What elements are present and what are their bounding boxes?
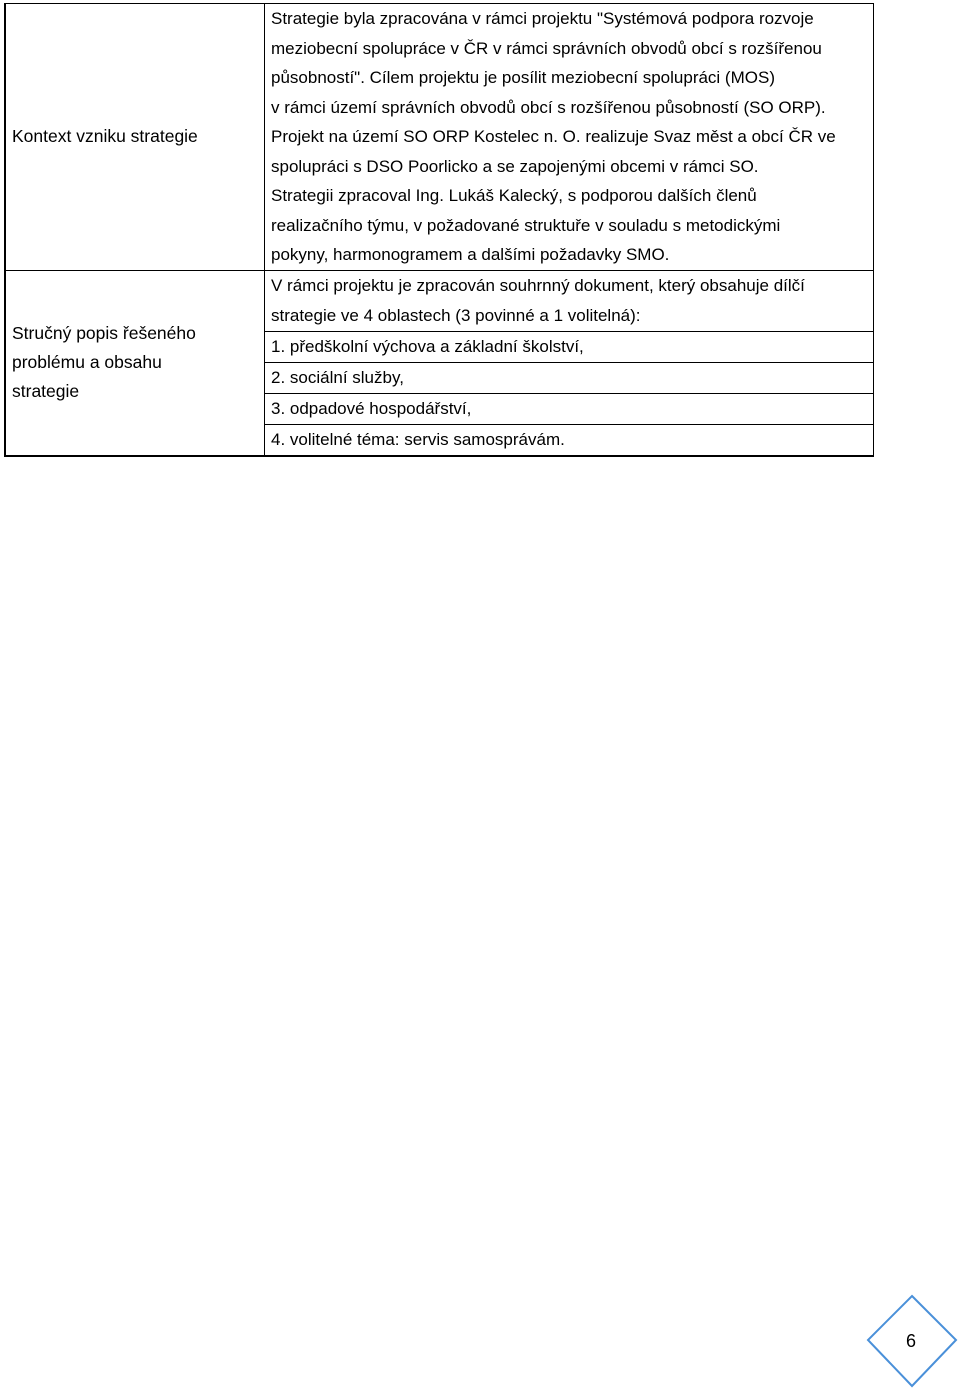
context-line: realizačního týmu, v požadované struktuře v souladu s metodickými [271, 215, 781, 235]
page-number: 6 [905, 1330, 916, 1351]
context-content [265, 4, 874, 271]
description-intro-line: strategie ve 4 oblastech (3 povinné a 1 volitelná): [271, 305, 641, 325]
description-label-line: strategie [12, 381, 80, 401]
context-row [5, 4, 874, 271]
page-number-badge [862, 1290, 960, 1392]
context-line: pokyny, harmonogramem a dalšími požadavky SMO. [271, 245, 670, 264]
list-item: 1. předškolní výchova a základní školství, [265, 331, 874, 362]
context-line: Projekt na území SO ORP Kostelec n. O. realizuje Svaz měst a obcí ČR ve [271, 127, 836, 146]
context-line: v rámci území správních obvodů obcí s rozšířenou působností (SO ORP). [271, 97, 826, 117]
list-item: 2. sociální služby, [265, 362, 874, 393]
description-label [5, 270, 265, 456]
context-line: působností". Cílem projektu je posílit meziobecní spolupráci (MOS) [271, 68, 775, 87]
strategy-table [4, 3, 874, 457]
context-label: Kontext vzniku strategie [5, 4, 265, 271]
description-label-line: Stručný popis řešeného [12, 323, 196, 343]
description-intro [265, 270, 874, 331]
description-intro-row [5, 270, 874, 331]
context-line: spolupráci s DSO Poorlicko a se zapojenými obcemi v rámci SO. [271, 156, 759, 176]
context-line: Strategie byla zpracována v rámci projektu "Systémová podpora rozvoje [271, 9, 814, 28]
context-line: meziobecní spolupráce v ČR v rámci správních obvodů obcí s rozšířenou [271, 38, 822, 58]
description-label-line: problému a obsahu [12, 352, 162, 372]
list-item: 3. odpadové hospodářství, [265, 393, 874, 424]
context-line: Strategii zpracoval Ing. Lukáš Kalecký, s podporou dalších členů [271, 186, 757, 205]
description-intro-line: V rámci projektu je zpracován souhrnný dokument, který obsahuje dílčí [271, 276, 805, 295]
list-item: 4. volitelné téma: servis samosprávám. [265, 424, 874, 456]
